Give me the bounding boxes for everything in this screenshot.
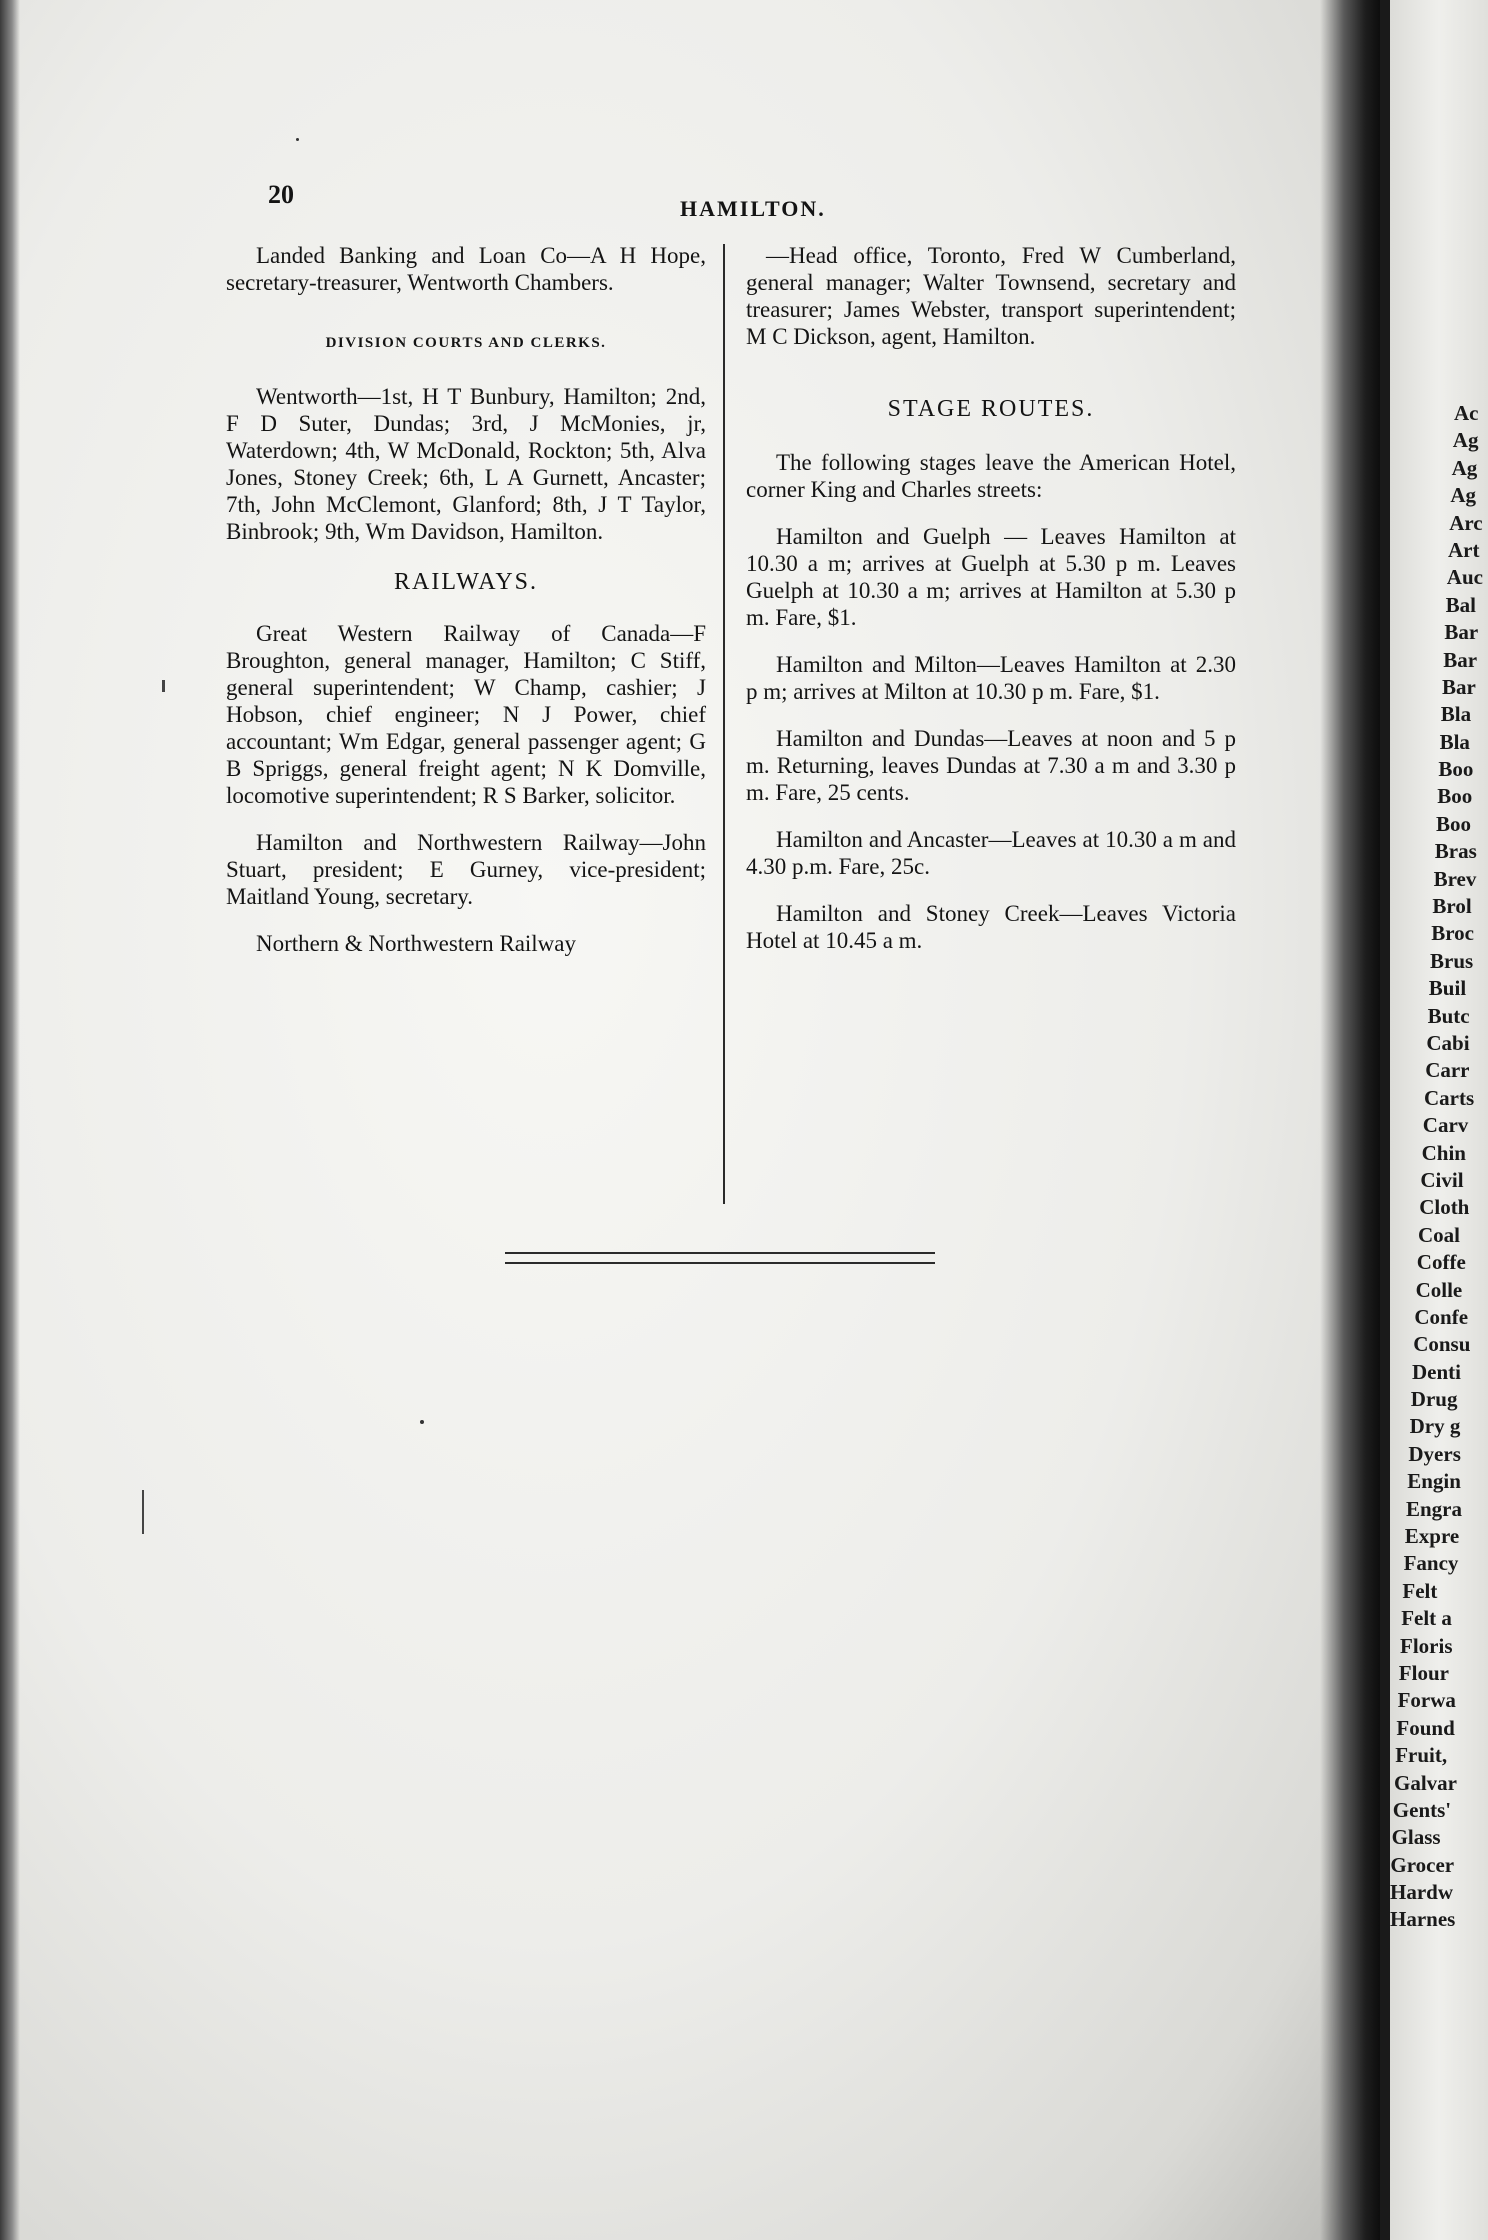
facing-page-index-item: Bal — [1445, 592, 1476, 617]
stage-route-entry: Hamilton and Ancaster—Leaves at 10.30 a m and 4.30 p.m. Fare, 25c. — [746, 827, 1236, 879]
facing-page-index-item: Confe — [1414, 1304, 1469, 1329]
facing-page-index-item: Ag — [1451, 455, 1478, 480]
facing-page-index-item: Denti — [1412, 1359, 1461, 1384]
stage-routes-heading: STAGE ROUTES. — [887, 396, 1095, 422]
facing-page-index-item: Arc — [1449, 510, 1483, 535]
facing-page-index-item: Dyers — [1408, 1441, 1461, 1466]
railway-entry: Great Western Railway of Canada—F Broughton, general manager, Hamilton; C Stiff, general superintendent; W Champ, cashier; J Hobson, chief engineer; N J Power, chief accountant; Wm Edgar, general passenger agent; G B Spriggs, general freight agent; N K Domville, locomotive superintendent; R S Barker, solicitor. — [226, 621, 706, 808]
facing-page-index-item: Bla — [1439, 729, 1470, 754]
right-column — [746, 242, 1236, 974]
facing-page-index-item: Ag — [1450, 483, 1477, 508]
facing-page-index-item: Bla — [1440, 702, 1472, 727]
facing-page-index-item: Broc — [1431, 921, 1474, 946]
facing-page-index-item: Carr — [1425, 1058, 1470, 1083]
facing-page-index-item: Expre — [1404, 1524, 1460, 1549]
railway-entry: Northern & Northwestern Railway — [256, 931, 577, 956]
railway-entry: Hamilton and Northwestern Railway—John Stuart, president; E Gurney, vice-president; Maitland Young, secretary. — [226, 830, 706, 909]
facing-page-index-item: Bar — [1443, 647, 1478, 672]
facing-page-index-item: Carts — [1424, 1085, 1475, 1110]
facing-page-index-item: Boo — [1438, 757, 1474, 782]
division-courts-entry: Wentworth—1st, H T Bunbury, Hamilton; 2nd, F D Suter, Dundas; 3rd, J McMonies, jr, Waterdown; 4th, W McDonald, Rockton; 5th, Alva Jones, Stoney Creek; 6th, L A Gurnett, Ancaster; 7th, John McClemont, Glanford; 8th, J T Taylor, Binbrook; 9th, Wm Davidson, Hamilton. — [226, 384, 706, 544]
facing-page-index-item: Engra — [1406, 1496, 1463, 1521]
facing-page-index-item: Brev — [1433, 866, 1477, 891]
running-head: HAMILTON. — [680, 196, 826, 221]
stage-route-entry: Hamilton and Stoney Creek—Leaves Victoria Hotel at 10.45 a m. — [746, 901, 1236, 953]
facing-page-index-item: Bras — [1434, 839, 1477, 864]
facing-page-index-item: Fancy — [1403, 1551, 1459, 1576]
facing-page-index-item: Glass — [1391, 1825, 1441, 1850]
railway-continued-entry: —Head office, Toronto, Fred W Cumberland, general manager; Walter Townsend, secretary and treasurer; James Webster, transport superintendent; M C Dickson, agent, Hamilton. — [746, 243, 1236, 349]
facing-page-index-item: Harnes — [1390, 1907, 1456, 1932]
division-courts-heading: DIVISION COURTS AND CLERKS. — [325, 335, 607, 351]
facing-page-index-item: Cloth — [1419, 1195, 1470, 1220]
facing-page-index-item: Butc — [1427, 1003, 1470, 1028]
column-rule — [723, 244, 725, 1204]
facing-page-index-item: Drug — [1410, 1387, 1458, 1412]
facing-page-index-item: Buil — [1428, 976, 1467, 1001]
section-end-rule — [505, 1252, 935, 1264]
facing-page-index-item: Felt a — [1401, 1606, 1452, 1631]
print-speck — [420, 1420, 424, 1424]
facing-page-index-item: Ac — [1454, 401, 1479, 425]
facing-page-index-item: Found — [1396, 1715, 1455, 1740]
facing-page-index-item: Ag — [1452, 428, 1479, 453]
facing-page-index-item: Cabi — [1426, 1030, 1470, 1055]
facing-page-index-item: Brus — [1430, 948, 1474, 973]
facing-page-index-item: Galvar — [1394, 1770, 1457, 1795]
facing-page-index-item: Gents' — [1392, 1797, 1452, 1822]
stage-route-entry: Hamilton and Dundas—Leaves at noon and 5 p m. Returning, leaves Dundas at 7.30 a m and 3.30 p m. Fare, 25 cents. — [746, 726, 1236, 805]
facing-page-index-item: Fruit, — [1395, 1743, 1448, 1768]
facing-page-index-item: Bar — [1442, 674, 1476, 699]
facing-page-index-item: Consu — [1413, 1332, 1471, 1357]
facing-page-index-item: Carv — [1422, 1113, 1469, 1138]
facing-page-index-item: Bar — [1444, 620, 1479, 645]
page-edge-shadow — [0, 0, 20, 2240]
facing-page-index-item: Colle — [1415, 1277, 1463, 1302]
facing-page-index-item: Flour — [1398, 1660, 1449, 1685]
facing-page-index-item: Boo — [1436, 811, 1472, 836]
margin-mark — [162, 680, 165, 692]
facing-page-index-item: Grocer — [1390, 1852, 1455, 1877]
margin-mark — [142, 1490, 144, 1534]
facing-page-index-item: Forwa — [1397, 1688, 1456, 1713]
facing-page-fragment — [1390, 0, 1488, 2240]
binding-fold-shadow — [1320, 0, 1380, 2240]
facing-page-index-item: Floris — [1400, 1633, 1453, 1658]
banking-entry: Landed Banking and Loan Co—A H Hope, secretary-treasurer, Wentworth Chambers. — [226, 243, 706, 295]
facing-page-index-item: Engin — [1407, 1469, 1461, 1494]
railways-heading: RAILWAYS. — [393, 569, 538, 595]
page-number: 20 — [268, 180, 294, 209]
stage-intro: The following stages leave the American Hotel, corner King and Charles streets: — [746, 450, 1236, 502]
stage-route-entry: Hamilton and Milton—Leaves Hamilton at 2.30 p m; arrives at Milton at 10.30 p m. Fare, $1. — [746, 652, 1236, 704]
print-speck — [296, 138, 299, 141]
facing-page-index-item: Hardw — [1390, 1880, 1453, 1905]
facing-page-index-item: Chin — [1421, 1140, 1466, 1165]
left-column — [226, 242, 706, 977]
facing-page-index-item: Felt — [1402, 1578, 1438, 1603]
facing-page-index-item: Dry g — [1409, 1414, 1461, 1439]
facing-page-index-item: Boo — [1437, 784, 1473, 809]
stage-route-entry: Hamilton and Guelph — Leaves Hamilton at 10.30 a m; arrives at Guelph at 5.30 p m. Leaves Guelph at 10.30 a m; arrives at Hamilton at 5.30 p m. Fare, $1. — [746, 524, 1236, 630]
facing-page-index-item: Art — [1448, 537, 1480, 562]
facing-page-index-item: Coffe — [1416, 1250, 1466, 1275]
facing-page-index-item: Brol — [1432, 894, 1472, 919]
facing-page-index — [1390, 400, 1488, 1934]
facing-page-index-item: Civil — [1420, 1167, 1464, 1192]
facing-page-index-item: Coal — [1418, 1222, 1460, 1247]
facing-page-index-item: Auc — [1446, 565, 1483, 590]
